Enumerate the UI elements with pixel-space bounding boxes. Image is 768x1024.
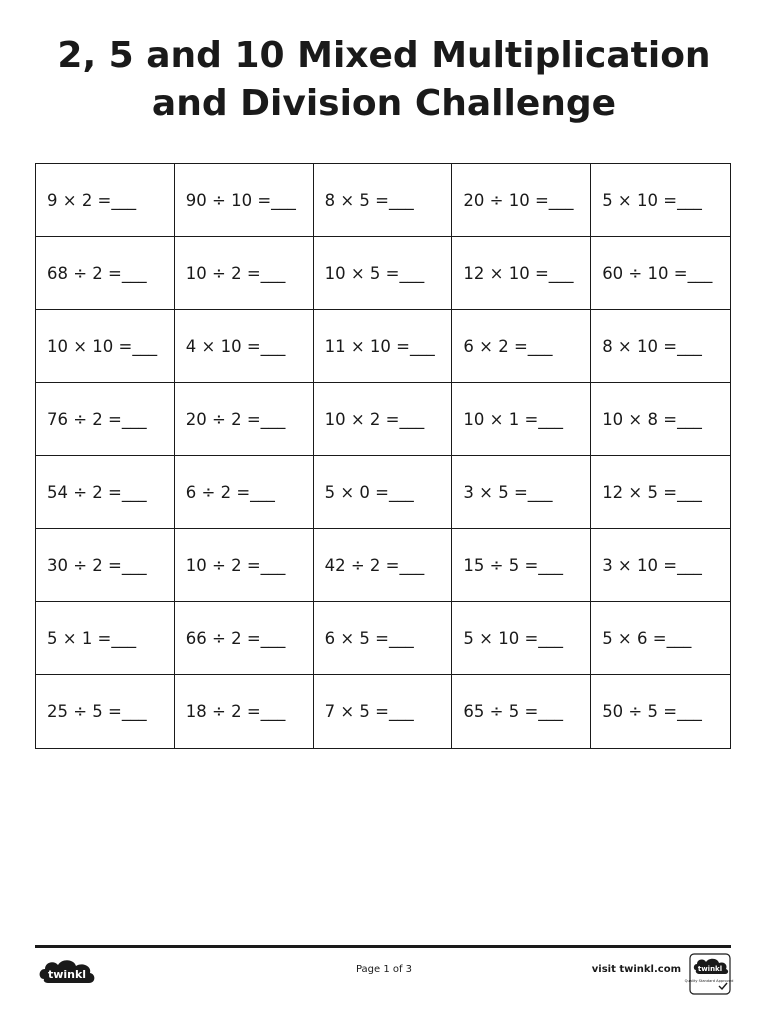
visit-link[interactable]: visit twinkl.com (591, 964, 681, 975)
question-cell: 3 × 10 =___ (591, 529, 730, 602)
question-cell: 68 ÷ 2 =___ (36, 237, 175, 310)
question-cell: 25 ÷ 5 =___ (36, 675, 175, 748)
question-cell: 5 × 6 =___ (591, 602, 730, 675)
page-number: Page 1 of 3 (355, 964, 413, 975)
title-line-2: and Division Challenge (151, 83, 617, 124)
question-cell: 9 × 2 =___ (36, 164, 175, 237)
question-grid (35, 163, 731, 749)
question-cell: 60 ÷ 10 =___ (591, 237, 730, 310)
question-cell: 10 × 1 =___ (452, 383, 591, 456)
logo-text: twinkl (47, 968, 87, 981)
question-cell: 20 ÷ 2 =___ (175, 383, 314, 456)
question-cell: 5 × 0 =___ (314, 456, 453, 529)
page-title (0, 32, 768, 128)
quality-badge-icon (684, 953, 734, 995)
question-cell: 50 ÷ 5 =___ (602, 702, 702, 721)
question-cell: 10 × 8 =___ (591, 383, 730, 456)
question-cell: 20 ÷ 10 =___ (452, 164, 591, 237)
question-cell: 12 × 10 =___ (452, 237, 591, 310)
question-cell: 10 × 5 =___ (314, 237, 453, 310)
question-cell: 5 × 1 =___ (36, 602, 175, 675)
question-cell: 18 ÷ 2 =___ (175, 675, 314, 748)
question-cell: 8 × 5 =___ (314, 164, 453, 237)
question-cell: 30 ÷ 2 =___ (36, 529, 175, 602)
question-cell: 15 ÷ 5 =___ (452, 529, 591, 602)
question-cell: 10 ÷ 2 =___ (175, 529, 314, 602)
question-cell: 10 ÷ 2 =___ (175, 237, 314, 310)
question-cell: 5 × 10 =___ (591, 164, 730, 237)
question-cell: 6 × 5 =___ (314, 602, 453, 675)
question-cell: 3 × 5 =___ (452, 456, 591, 529)
title-line-1: 2, 5 and 10 Mixed Multiplication (57, 35, 711, 76)
question-cell: 66 ÷ 2 =___ (175, 602, 314, 675)
footer-divider (35, 945, 731, 948)
question-cell: 4 × 10 =___ (175, 310, 314, 383)
badge-caption: Quality Standard Approved (684, 979, 734, 983)
question-cell: 5 × 10 =___ (452, 602, 591, 675)
question-cell: 6 × 2 =___ (452, 310, 591, 383)
question-cell: 7 × 5 =___ (314, 675, 453, 748)
question-cell: 65 ÷ 5 =___ (452, 675, 591, 748)
question-cell: 10 × 10 =___ (36, 310, 175, 383)
question-cell: 11 × 10 =___ (314, 310, 453, 383)
question-cell: 10 × 2 =___ (314, 383, 453, 456)
question-cell: 54 ÷ 2 =___ (36, 456, 175, 529)
question-cell: 6 ÷ 2 =___ (175, 456, 314, 529)
question-cell: 76 ÷ 2 =___ (36, 383, 175, 456)
question-cell: 8 × 10 =___ (591, 310, 730, 383)
question-cell: 90 ÷ 10 =___ (175, 164, 314, 237)
badge-text: twinkl (697, 965, 723, 973)
question-cell: 12 × 5 =___ (591, 456, 730, 529)
question-cell: 42 ÷ 2 =___ (314, 529, 453, 602)
